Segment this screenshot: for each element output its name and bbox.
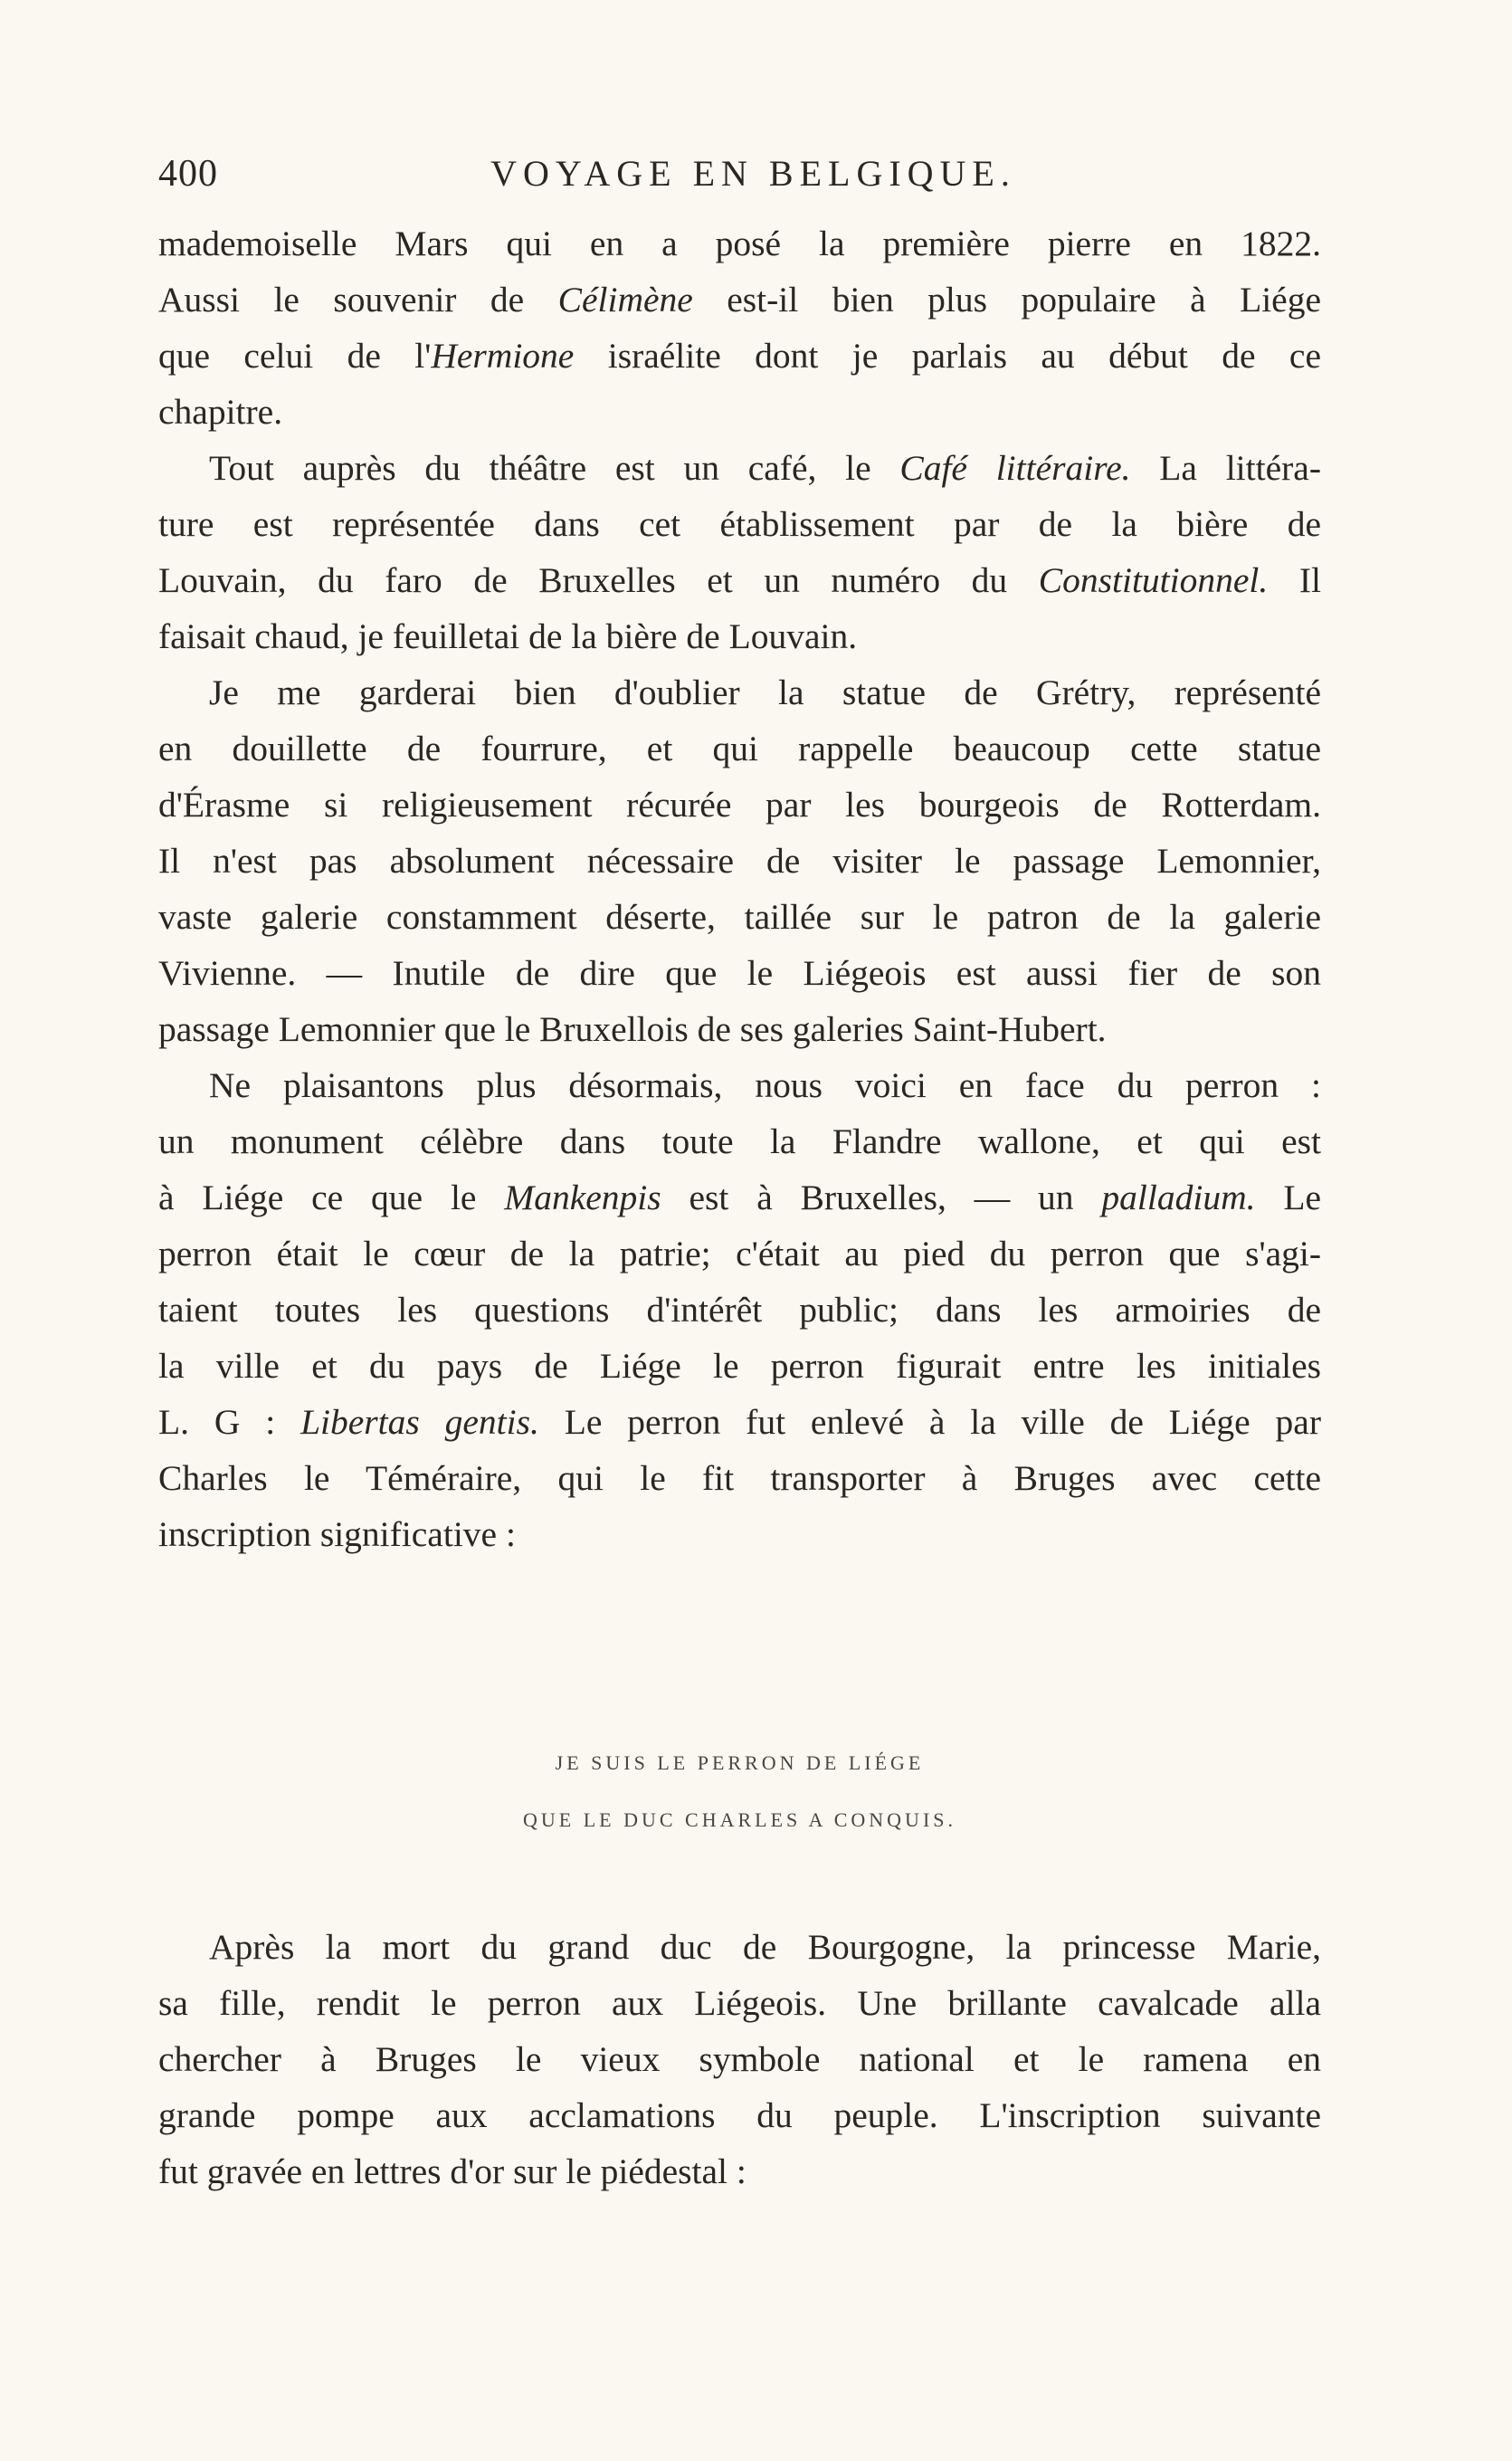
text-segment: Je me garderai bien d'oublier la statue de Grétry, représenté bbox=[209, 672, 1321, 712]
text-segment: Tout auprès du théâtre est un café, le bbox=[209, 448, 900, 488]
text-line bbox=[158, 720, 1321, 777]
text-line bbox=[158, 608, 1321, 664]
text-segment: ture est représentée dans cet établissement par de la bière de bbox=[158, 504, 1321, 544]
italic-text: Célimène bbox=[557, 280, 693, 320]
text-segment: d'Érasme si religieusement récurée par les bourgeois de Rotterdam. bbox=[158, 785, 1321, 825]
text-segment: mademoiselle Mars qui en a posé la première pierre en 1822. bbox=[158, 224, 1321, 263]
text-segment: que celui de l' bbox=[158, 336, 432, 376]
text-segment: Le bbox=[1255, 1178, 1321, 1217]
paragraph bbox=[158, 215, 1321, 440]
body-text-continued bbox=[158, 1919, 1321, 2199]
text-segment: est à Bruxelles, — un bbox=[661, 1178, 1102, 1217]
text-segment: Après la mort du grand duc de Bourgogne, la princesse Marie, bbox=[209, 1927, 1321, 1967]
text-line bbox=[158, 889, 1321, 945]
text-segment: la ville et du pays de Liége le perron figurait entre les initiales bbox=[158, 1346, 1321, 1386]
text-segment: fut gravée en lettres d'or sur le piédestal : bbox=[158, 2151, 746, 2191]
italic-text: Mankenpis bbox=[504, 1178, 661, 1217]
page-number: 400 bbox=[158, 153, 218, 195]
text-line bbox=[158, 2087, 1321, 2143]
inscription-line: JE SUIS LE PERRON DE LIÉGE bbox=[555, 1751, 925, 1774]
text-line bbox=[158, 1450, 1321, 1506]
italic-text: Café littéraire. bbox=[899, 448, 1131, 488]
text-segment: grande pompe aux acclamations du peuple. L'inscription suivante bbox=[158, 2095, 1321, 2135]
text-segment: à Liége ce que le bbox=[158, 1178, 505, 1217]
text-line bbox=[158, 945, 1321, 1001]
text-segment: en douillette de fourrure, et qui rappelle beaucoup cette statue bbox=[158, 729, 1321, 768]
text-segment: chapitre. bbox=[158, 392, 283, 432]
italic-text: Constitutionnel. bbox=[1038, 560, 1269, 600]
text-segment: faisait chaud, je feuilletai de la bière de Louvain. bbox=[158, 616, 858, 656]
text-segment: Le perron fut enlevé à la ville de Liége par bbox=[538, 1402, 1321, 1442]
text-segment: Vivienne. — Inutile de dire que le Liégeois est aussi fier de son bbox=[158, 953, 1321, 993]
text-segment: La littéra- bbox=[1130, 448, 1321, 488]
text-line bbox=[158, 1226, 1321, 1282]
paragraph bbox=[158, 664, 1321, 1057]
inscription-block bbox=[158, 1734, 1321, 1848]
text-line bbox=[158, 1282, 1321, 1338]
text-segment: passage Lemonnier que le Bruxellois de ses galeries Saint-Hubert. bbox=[158, 1009, 1107, 1049]
text-line bbox=[158, 1338, 1321, 1394]
text-segment: Ne plaisantons plus désormais, nous voici en face du perron : bbox=[209, 1065, 1321, 1105]
text-line bbox=[158, 272, 1321, 328]
text-line bbox=[158, 1919, 1321, 1975]
text-line bbox=[158, 552, 1321, 608]
text-segment: chercher à Bruges le vieux symbole national et le ramena en bbox=[158, 2039, 1321, 2079]
text-line bbox=[158, 1113, 1321, 1169]
running-head bbox=[158, 152, 1321, 197]
text-segment: Il n'est pas absolument nécessaire de visiter le passage Lemonnier, bbox=[158, 841, 1321, 881]
text-line bbox=[158, 1506, 1321, 1562]
text-line bbox=[158, 1057, 1321, 1113]
body-text bbox=[158, 215, 1321, 1562]
running-title: VOYAGE EN BELGIQUE. bbox=[490, 153, 1016, 194]
italic-text: Libertas gentis. bbox=[300, 1402, 539, 1442]
text-segment: inscription significative : bbox=[158, 1514, 516, 1554]
text-line bbox=[158, 1169, 1321, 1226]
text-segment: Aussi le souvenir de bbox=[158, 280, 558, 320]
text-line bbox=[158, 1001, 1321, 1057]
text-line bbox=[158, 384, 1321, 440]
text-segment: est-il bien plus populaire à Liége bbox=[692, 280, 1321, 320]
text-line bbox=[158, 2031, 1321, 2087]
italic-text: Hermione bbox=[431, 336, 575, 376]
italic-text: palladium. bbox=[1101, 1178, 1256, 1217]
text-line bbox=[158, 833, 1321, 889]
text-line bbox=[158, 1975, 1321, 2031]
text-segment: L. G : bbox=[158, 1402, 301, 1442]
text-segment: Il bbox=[1268, 560, 1321, 600]
text-line bbox=[158, 664, 1321, 720]
text-segment: vaste galerie constamment déserte, taillée sur le patron de la galerie bbox=[158, 897, 1321, 937]
text-line bbox=[158, 496, 1321, 552]
inscription-line: QUE LE DUC CHARLES A CONQUIS. bbox=[522, 1808, 957, 1831]
text-segment: perron était le cœur de la patrie; c'était au pied du perron que s'agi- bbox=[158, 1234, 1321, 1273]
text-segment: Charles le Téméraire, qui le fit transporter à Bruges avec cette bbox=[158, 1458, 1321, 1498]
text-segment: un monument célèbre dans toute la Flandre wallone, et qui est bbox=[158, 1121, 1321, 1161]
text-segment: taient toutes les questions d'intérêt public; dans les armoiries de bbox=[158, 1290, 1321, 1330]
text-line bbox=[158, 440, 1321, 496]
text-segment: sa fille, rendit le perron aux Liégeois. Une brillante cavalcade alla bbox=[158, 1983, 1321, 2023]
text-segment: Louvain, du faro de Bruxelles et un numéro du bbox=[158, 560, 1039, 600]
paragraph bbox=[158, 1919, 1321, 2199]
paragraph bbox=[158, 1057, 1321, 1562]
text-line bbox=[158, 215, 1321, 272]
paragraph bbox=[158, 440, 1321, 664]
text-line bbox=[158, 1394, 1321, 1450]
text-line bbox=[158, 2143, 1321, 2199]
text-line bbox=[158, 777, 1321, 833]
text-segment: israélite dont je parlais au début de ce bbox=[574, 336, 1321, 376]
text-line bbox=[158, 328, 1321, 384]
